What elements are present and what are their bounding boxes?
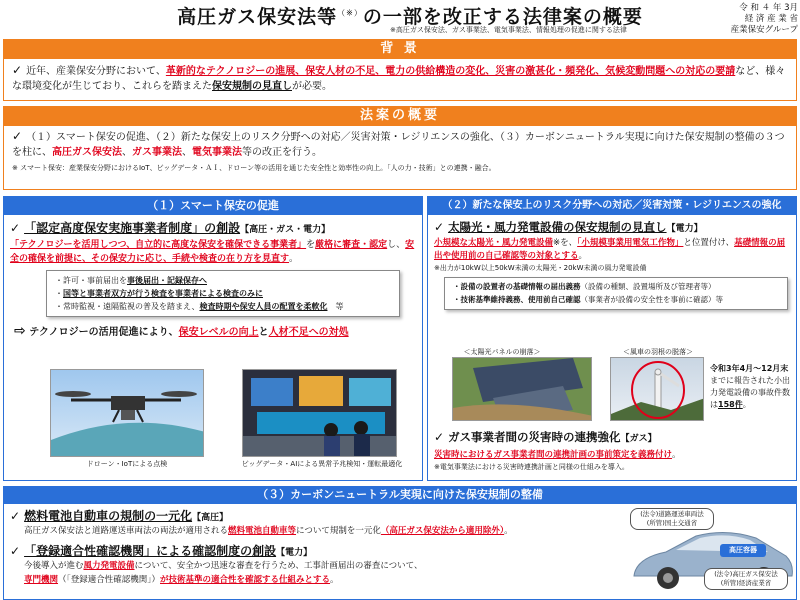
p3-red-1: 燃料電池自動車等 [228, 526, 297, 536]
p3-sec2-text [24, 559, 618, 587]
p3-tag2: 【電力】 [276, 548, 313, 558]
tech-text-1: テクノロジーの活用促進により、 [29, 327, 179, 338]
measure-post: （事業者が設備の安全性を事前に確認）等 [580, 294, 723, 304]
p1-tag: 【高圧・ガス・電力】 [240, 225, 331, 235]
summary-body [3, 126, 797, 190]
check-icon: ✓ [12, 129, 23, 143]
p1-tech-line [14, 323, 416, 339]
ministry-name: 経 済 産 業 省 [744, 14, 798, 24]
p2-red-4: 災害時におけるガス事業者間の連携計画の事前策定を義務付け [434, 450, 673, 460]
control-room-caption: ビッグデータ・AIによる異常予兆検知・運転最適化 [241, 460, 403, 468]
risk-resilience-panel [427, 196, 797, 481]
measure-item [55, 287, 391, 300]
p3-text-2: について規制を一元化 [296, 526, 381, 536]
sum-law-3: 電気事業法 [192, 147, 242, 158]
issuer-block [718, 3, 798, 36]
p3-text-3: 。 [504, 526, 513, 536]
measure-pre: ・ [55, 289, 63, 298]
measure-pre: ・常時監視・遠隔監視の普及を踏まえ、 [55, 302, 200, 311]
acc-text: までに報告された小出力発電設備の事故件数は [710, 376, 790, 409]
windmill-photo [610, 357, 704, 421]
p1-text-3: 。 [289, 254, 299, 264]
p3-red-2: （高圧ガス保安法から適用除外） [380, 526, 505, 536]
p3-red-3: 風力発電設備 [83, 561, 135, 571]
arrow-right-icon: ⇨ [14, 323, 26, 339]
solar-photo [452, 357, 592, 421]
car-label-2a: (法令)高圧ガス保安法 [714, 570, 778, 578]
sum-text-3: 、 [122, 147, 132, 158]
p3-sec1-text [24, 524, 618, 538]
p3-text-1: 高圧ガス保安法と道路運送車両法の両法が適用される [24, 526, 229, 536]
p3-text-6: （「登録適合性確認機関」） [58, 575, 161, 585]
p1-red-1: 「テクノロジーを活用しつつ、自立的に高度な保安を確保できる事業者」 [10, 240, 307, 250]
measure-item [55, 300, 391, 313]
p3-text-5: について、安全かつ迅速な審査を行うため、工事計画届出の審査について、 [134, 561, 423, 571]
carbon-neutral-heading: （３）カーボンニュートラル実現に向けた保安規制の整備 [3, 486, 797, 504]
p1-text-1: を [306, 240, 316, 250]
carbon-neutral-panel [3, 504, 797, 600]
bg-highlight-2: 保安規制の見直し [212, 81, 292, 92]
p2-measures-box [444, 277, 788, 310]
p3-title1-text: 燃料電池自動車の規制の一元化 [24, 509, 193, 523]
highlight-circle-icon [611, 358, 704, 421]
sum-text-1: （１）スマート保安 [26, 132, 116, 143]
p2-section2-title [434, 429, 794, 445]
sum-text-2: の促進、（２）新たな保安上のリスク分野への対応／災害対策・レジリエンスの強化、（３）カーボンニュートラル実現に向けた保安規制の整備の３つを柱に、 [12, 132, 785, 158]
solar-caption: ＜太陽光パネルの崩落＞ [463, 348, 541, 356]
p2-text-1: ※を、 [553, 238, 578, 248]
p1-title-text: 「認定高度保安実施事業者制度」の創設 [24, 221, 241, 235]
sum-law-2: ガス事業法 [132, 147, 182, 158]
tech-text-2: と [258, 327, 269, 338]
sum-law-1: 高圧ガス保安法 [52, 147, 122, 158]
acc-end: 。 [742, 400, 751, 409]
issue-date: 令 和 ４ 年 3月 [739, 3, 798, 13]
p1-red-3: 安全の確保を前提に、その保安力に応じ、手続や検査の在り方を見直す [10, 240, 415, 264]
risk-resilience-heading: （２）新たな保安上のリスク分野への対応／災害対策・レジリエンスの強化 [428, 197, 796, 215]
p3-section2-title [10, 542, 618, 559]
measure-item [453, 294, 779, 307]
car-label-2b: (所管)経済産業省 [720, 579, 772, 587]
p3-red-5: が技術基準の適合性を確認する仕組みとする [160, 575, 331, 585]
p3-text-7: 。 [330, 575, 339, 585]
p2-description [434, 237, 790, 263]
measure-item [453, 281, 779, 294]
drone-photo [50, 369, 204, 457]
p1-text-2: し、 [387, 240, 406, 250]
monitor-icon [243, 370, 397, 457]
title-note: ※高圧ガス保安法、ガス事業法、電気事業法、情報処理の促進に関する法律 [390, 26, 627, 34]
drone-icon [51, 370, 204, 457]
bg-text-2: など、様々な環境変化が生じており、これらを踏まえた [12, 66, 786, 92]
bg-highlight-1: 革新的なテクノロジーの進展、保安人材の不足、電力の供給構造の変化、災害の激甚化・頻発化、気候変動問題への対応の要請 [165, 66, 736, 77]
measure-bold: 検査時期や保安人員の配置を柔軟化 [199, 302, 328, 311]
check-icon: ✓ [10, 221, 21, 235]
check-icon: ✓ [434, 430, 445, 444]
accident-stats [710, 363, 794, 411]
title-tail: の一部を改正する法律案の概要 [362, 6, 643, 28]
car-tank-label: 高圧容器 [720, 544, 766, 557]
check-icon: ✓ [434, 220, 445, 234]
p2-title2-text: ガス事業者間の災害時の連携強化 [448, 430, 621, 444]
measure-bold: ・技術基準維持義務、使用前自己確認 [453, 294, 581, 304]
p2-title-text: 太陽光・風力発電設備の保安規制の見直し [448, 220, 667, 234]
p1-section-title [10, 219, 416, 236]
p2-section-title [434, 219, 790, 235]
measure-bold: 国等と事業者双方が行う検査を事業者による検査のみに [63, 289, 263, 298]
title-mark: （※） [337, 8, 363, 18]
p3-text-4: 今後導入が進む [24, 561, 84, 571]
p1-description [10, 238, 416, 266]
car-label-1a: (法令)道路運送車両法 [640, 510, 704, 518]
drone-caption: ドローン・IoTによる点検 [86, 460, 168, 468]
car-label-1b: (所管)国土交通省 [646, 519, 698, 527]
p2-tag: 【電力】 [666, 224, 703, 234]
background-heading: 背 景 [3, 39, 797, 59]
p2-text-4: 。 [672, 450, 681, 460]
control-room-photo [242, 369, 397, 457]
acc-count: 158件 [718, 400, 743, 409]
measure-post: 等 [327, 302, 344, 311]
check-icon: ✓ [10, 544, 21, 558]
windmill-caption: ＜風車の羽根の脱落＞ [623, 348, 693, 356]
measure-bold: 事後届出・記録保存へ [127, 276, 207, 285]
p2-text-2: と位置付け、 [683, 238, 735, 248]
measure-post: （設備の種類、設置場所及び管理者等） [580, 282, 716, 291]
background-body [3, 59, 797, 101]
tech-red-1: 保安レベルの向上 [178, 327, 259, 338]
acc-period: 令和3年4月～12月末 [710, 364, 789, 373]
solar-panel-icon [453, 358, 592, 421]
p2-red-3: 基礎情報の届出や使用前の自己確認等の対象とする [434, 238, 786, 261]
group-name: 産業保安グループ [730, 25, 798, 35]
p1-red-2: 厳格に審査・認定 [315, 240, 388, 250]
measure-bold: ・設備の設置者の基礎情報の届出義務 [453, 282, 581, 291]
p3-red-4: 専門機関 [24, 575, 59, 585]
summary-note: ※ スマート保安：産業保安分野におけるIoT、ビッグデータ・ＡＩ、ドローン等の活用を通じた安全性と効率性の向上。「人の力・技術」との連携・融合。 [12, 164, 496, 172]
p1-measures-box [46, 270, 400, 317]
check-icon: ✓ [12, 63, 23, 77]
p2-text-3: 。 [578, 251, 588, 261]
measure-pre: ・許可・事前届出を [55, 276, 127, 285]
p2-note: ※出力が10kW以上50kW未満の太陽光・20kW未満の風力発電設備 [434, 264, 647, 272]
smart-safety-panel [3, 196, 423, 481]
summary-text [12, 129, 788, 160]
summary-heading: 法案の概要 [3, 106, 797, 126]
p3-title2-text: 「登録適合性確認機関」による確認制度の創設 [24, 544, 277, 558]
bg-text-1: 近年、産業保安分野において、 [26, 66, 166, 77]
title-main: 高圧ガス保安法等 [177, 6, 338, 28]
bg-text-3: が必要。 [292, 81, 332, 92]
p3-section1-title [10, 507, 618, 524]
tech-red-2: 人材不足への対処 [268, 327, 349, 338]
measure-item [55, 274, 391, 287]
p2-tag2: 【ガス】 [620, 434, 657, 444]
p2-red-2: 「小規模事業用電気工作物」 [577, 238, 684, 248]
sum-text-5: 等の改正を行う。 [242, 147, 322, 158]
smart-safety-heading: （１）スマート保安の促進 [4, 197, 422, 215]
check-icon: ✓ [10, 509, 21, 523]
car-law-label-2 [704, 568, 788, 590]
p2-note2: ※電気事業法における災害時連携計画と同様の仕組みを導入。 [434, 463, 629, 471]
car-law-label-1 [630, 508, 714, 530]
p2-sec2-text [434, 448, 794, 460]
p3-tag1: 【高圧】 [192, 513, 229, 523]
sum-text-4: 、 [182, 147, 192, 158]
p2-red-1: 小規模な太陽光・風力発電設備 [434, 238, 554, 248]
